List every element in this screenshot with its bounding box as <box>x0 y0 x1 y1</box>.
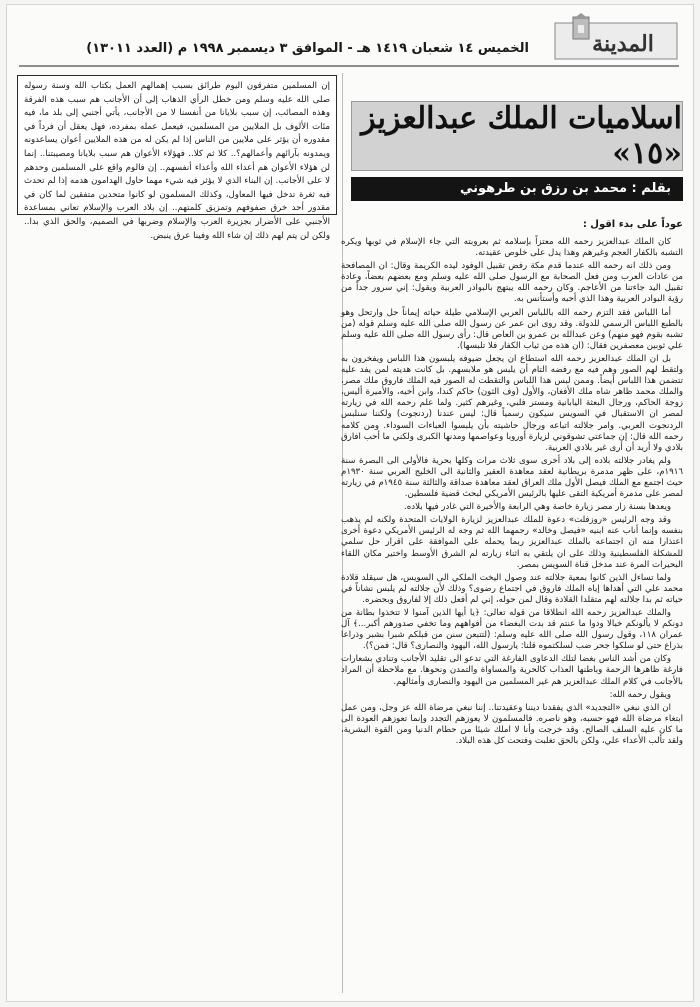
article-title: اسلاميات الملك عبدالعزيز «١٥» <box>351 101 683 171</box>
svg-text:المدينة: المدينة <box>592 31 654 57</box>
al-madina-logo <box>551 17 679 63</box>
article-byline: بقلم : محمد بن رزق بن طرهوني <box>351 177 683 201</box>
article-paragraph: وقد وجه الرئيس «روزفلت» دعوة للملك عبدالعزيز لزيارة الولايات المتحدة ولكنه لم يذهب بنفسه وإنما أناب عنه ابنيه «فيصل وخالد» رحمهما الله ثم وجه له الرئيس الأمريكي دعوة أخرى اعتذارا منه ان اجتماعه بالملك عبدالعزيز ربما يحمله على الموافقة على اقرار حل سلمي للمشكلة الفلسطينية وذلك على ان يلتقي به اثناء زيارته لم الشرق الأوسط واختير مكان اللقاء البحيرات المرة عند مدخل قناة السويس بمصر. <box>341 515 683 570</box>
article-paragraph: ويعدها بسنة زار مصر زيارة خاصة وهي الرابعة والأخيرة التي غادر فيها بلاده. <box>404 502 671 513</box>
article-header <box>351 101 683 213</box>
article-paragraph: والملك عبدالعزيز رحمه الله انطلاقا من قوله تعالى: ﴿يا أيها الذين آمنوا لا تتخذوا بطانة من دونكم لا يألونكم خبالا ودوا ما عنتم قد بدت البغضاء من أفواههم وما تخفي صدورهم أكبر...﴾ آل عمران ١١٨، وقول رسول الله صلى الله عليه وسلم: (لتتبعن سنن من قبلكم شبرا بشبر وذراعا بذراع حتى لو سلكوا جحر ضب لسلكتموه قلنا: يارسول الله، اليهود والنصارى؟ قال: فمن؟). <box>341 608 683 652</box>
article-kicker: عوداً على بدء اقول : <box>582 219 683 230</box>
article-paragraph: ولما تساءل الذين كانوا بمعية جلالته عند وصول اليخت الملكي الى السويس، هل سيقلد قلادة محمد علي التي أهداها إياه الملك فاروق في اجتماع رضوى؟ وذلك لأن جلالته لم يلبس نشاناً في حياته ثم بدا جلالته لهم متقلدا القلادة وقال لمن حوله، إني لم أفعل ذلك إلا لفاروق وبحضره. <box>341 572 683 605</box>
article-paragraph: ومن ذلك انه رحمه الله عندما قدم مكة رفض تقبيل الوفود ليده الكريمة وقال: ان المصافحة من عادات العرب ومن فعل الصحابة مع الرسول صلى الله عليه وسلم ومع بعضهم بعضاً، وعادة تقبيل اليد جاءتنا من الأعاجم. وكان رحمه الله يبتهج بالبوادر العربية ويقول: إني سرور جداً من رؤية البوادر العربية وهذا الذي أحبه وأستأنس به. <box>341 261 683 305</box>
article-paragraph: أما اللباس فقد التزم رحمه الله باللباس العربي الإسلامي طيلة حياته إيماناً حل وارتحل وهو بالطبع اللباس الرسمي للدولة. وقد روى ابن عمر عن رسول الله صلى الله عليه وسلم قوله (من تشبه بقوم فهو منهم) وعن عبدالله بن عمرو بن العاص قال: رأى رسول الله صلى الله عليه وسلم علي ثوبين معصفرين فقال: (ان هذه من ثياب الكفار فلا تلبسها). <box>341 307 683 351</box>
issue-date-line: الخميس ١٤ شعبان ١٤١٩ هـ - الموافق ٣ ديسمبر ١٩٩٨ م (العدد ١٣٠١١) <box>86 41 529 56</box>
newspaper-page <box>6 4 694 1002</box>
boxed-excerpt: إن المسلمين متفرقون اليوم طرائق بسبب إهمالهم العمل بكتاب الله وسنة رسوله صلى الله عليه وسلم ومن خطل الرأي الذهاب إلى أن الأجانب هم سبب هذه الفرقة وهذه المصائب، إن سبب بلايانا من أنفسنا لا من الأجانب، يأتي أجنبي إلى بلد ما، فيه مئات الألوف بل الملايين من المسلمين، فيعمل عمله بمفرده، فهل يعقل أن فرداً في مقدوره أن يؤثر على ملايين من الناس إذا لم يكن له من هذه الملايين أعوان يساعدونه ويمدونه بآرائهم وأعمالهم؟.. كلا ثم كلا.. فهؤلاء الأعوان هم سبب بلايانا ومصيبتنا.. إنما لن هؤلاء الأعوان هم أعداء الله وأعداء أنفسهم.. إن فالوم واقع على المسلمين وحدهم لا على الأجانب. إن البناء الذي لا يؤثر فيه شيء مهما حاول الهدامون هدمه إذا لم تحدث فيه ثغرة تدخل فيها المعاول، وكذلك المسلمون لو كانوا متحدين متفقين لما كان في مقدور أحد خرق صفوفهم وتمزيق كلمتهم.. إن بلاد العرب والإسلام تعاني بمساعدة الأجنبي على الأضرار بجزيرة العرب والإسلام وضربها في الصميم، والحق الذي بدا.. ولكن لن يتم لهم ذلك إن شاء الله وفينا عرق ينبض. <box>17 75 337 215</box>
article-paragraph: وكان من أشد الناس بغضا لتلك الدعاوى الفارغة التي تدعو الى تقليد الأجانب وتنادي بشعارات فارغة ظاهرها الرحمة وباطنها العذاب كالحرية والمساواة والتمدن ونحوها. مع ملاحظة أن المراد بالأجانب في كلام الملك عبدالعزيز هم غير المسلمين من اليهود والنصارى وأمثالهم. <box>341 654 683 687</box>
article-paragraph: ولم يغادر جلالته بلاده إلى بلاد أخرى سوى ثلاث مرات وكلها بحرية فالأولى الى البصرة سنة ١٩١٦م، على ظهر مدمرة بريطانية لعقد معاهدة العقير والثانية الى الخليج العربي سنة ١٩٣٠م حيث اجتمع مع الملك فيصل الأول ملك العراق لعقد معاهدة صداقة والثالثة سنة ١٩٤٥م في زيارته لمصر على مدمرة أمريكية التقى عليها بالرئيس الأمريكي لبحث قضية فلسطين. <box>341 455 683 500</box>
article-body <box>341 237 683 995</box>
article-paragraph: ويقول رحمه الله: <box>609 689 671 700</box>
article-paragraph: ان الذي نبغي «التجديد» الذي يفقدنا ديننا وعقيدتنا.. إننا نبغي مرضاة الله عز وجل، ومن عمل ابتغاء مرضاة الله فهو حسبه، وهو ناصره. فالمسلمون لا يعوزهم التجدد وإنما تعوزهم العودة الى ما كان عليه السلف الصالح. وقد خرجت وأنا لا املك شيئا من حطام الدنيا ومن القوة البشرية، ولقد تألب الأعداء علي، ولكن بالحق تغلبت وفتحت كل هذه البلاد. <box>341 702 683 747</box>
masthead <box>19 17 679 67</box>
article-paragraph: بل ان الملك عبدالعزيز رحمه الله استطاع ان يجعل ضيوفه يلبسون هذا اللباس ويفخرون به ولتقط لهم الصور وهم فيه مع رفضه التام أن يلبس هو ملابسهم. بل كانت هديته لمن يفد عليه تتضمن هذا اللباس أيضاً. وممن لبس هذا اللباس والتقطت له الصور فيه الملك فاروق ملك مصر، والملك محمد ظاهر شاه ملك الأفغان، والأول (وف الثون) حاكم كندا، وابن أخيه، والأميرة أليس، زوجة الحاكم، ورجال البعثة اليابانية ومستر فلبي، وغيرهم كثير. ولما علم رحمه الله في زيارته لمصر ان الاستقبال في السويس سيكون رسمياً قال: ليس عندنا (ردنجوت) ولكننا سنلبس الردنجوت العربي. وامر جلالته اتباعه ورجال حاشيته بأن يلبسوا العباءات السوداء. ومن كلامه رحمه الله قال: إن جماعتي تشوقوني لزيارة أوروبا وعواصمها ومدنها الكبرى ولكني ما أحب افارق بلادي ولا أريد أن أرى غير بلادي العربية. <box>341 353 683 453</box>
article-paragraph: كان الملك عبدالعزيز رحمه الله معتزاً بإسلامه ثم بعروبته التي جاء الإسلام في ثوبها ويكره التشبه بالكفار العجم وغيرهم وهذا يدل على خلوص عقيدته. <box>341 237 683 259</box>
